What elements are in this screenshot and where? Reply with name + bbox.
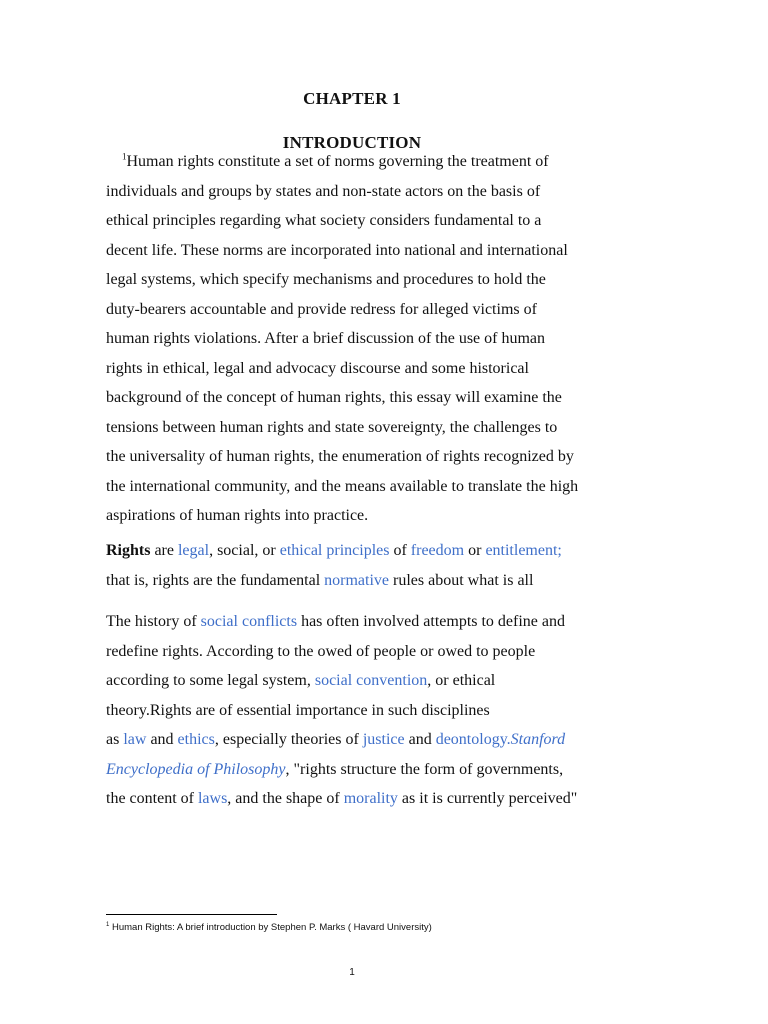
para3-line xyxy=(106,672,495,690)
text-run: of xyxy=(389,542,411,559)
footnote xyxy=(106,922,432,933)
section-heading: INTRODUCTION xyxy=(282,133,422,152)
para1-text: Human rights constitute a set of norms governing the treatment of xyxy=(126,153,549,170)
para3-line xyxy=(106,790,577,808)
text-run: as it is currently perceived" xyxy=(397,790,578,807)
para1-line: background of the concept of human rights, this essay will examine the xyxy=(106,389,562,406)
text-run: The history of xyxy=(106,613,201,630)
link-ethics[interactable]: ethics xyxy=(177,731,215,748)
para3-line xyxy=(106,761,563,779)
text-run: , "rights structure the form of governments, xyxy=(285,761,564,778)
link-ethical-principles[interactable]: ethical principles xyxy=(279,542,390,559)
chapter-heading: CHAPTER 1 xyxy=(303,89,401,108)
footnote-number: 1 xyxy=(106,921,110,928)
para3-line: theory.Rights are of essential importance in such disciplines xyxy=(106,702,490,719)
link-stanford[interactable]: Stanford xyxy=(510,731,566,748)
link-legal[interactable]: legal xyxy=(177,542,210,559)
text-run: rules about what is all xyxy=(389,572,534,589)
para1-line: legal systems, which specify mechanisms and procedures to hold the xyxy=(106,271,546,288)
link-laws[interactable]: laws xyxy=(197,790,228,807)
para1-line: rights in ethical, legal and advocacy discourse and some historical xyxy=(106,360,529,377)
footnote-reference[interactable]: 1 xyxy=(122,151,127,162)
text-run: , and the shape of xyxy=(227,790,344,807)
text-run: and xyxy=(404,731,436,748)
para3-line xyxy=(106,731,565,749)
link-justice[interactable]: justice xyxy=(362,731,405,748)
text-run: the content of xyxy=(106,790,198,807)
para1-line: the universality of human rights, the enumeration of rights recognized by xyxy=(106,448,574,465)
para1-line: duty-bearers accountable and provide redress for alleged victims of xyxy=(106,301,537,318)
text-run: as xyxy=(106,731,124,748)
link-encyclopedia-of-philosophy[interactable]: Encyclopedia of Philosophy xyxy=(106,761,286,778)
footnote-separator xyxy=(106,914,277,915)
text-run: are xyxy=(150,542,178,559)
link-entitlement[interactable]: entitlement; xyxy=(485,542,562,559)
link-social-conflicts[interactable]: social conflicts xyxy=(200,613,298,630)
text-run: according to some legal system, xyxy=(106,672,315,689)
text-run: or xyxy=(464,542,486,559)
para3-line: redefine rights. According to the owed of people or owed to people xyxy=(106,643,536,660)
para1-line: aspirations of human rights into practice. xyxy=(106,507,369,524)
para1-line: decent life. These norms are incorporated into national and international xyxy=(106,242,568,259)
text-run: , especially theories of xyxy=(214,731,363,748)
link-deontology[interactable]: deontology. xyxy=(435,731,511,748)
para1-line: individuals and groups by states and non-state actors on the basis of xyxy=(106,183,541,200)
para1-line: the international community, and the means available to translate the high xyxy=(106,478,579,495)
para3-line xyxy=(106,613,565,631)
link-freedom[interactable]: freedom xyxy=(410,542,465,559)
para2-line xyxy=(106,542,562,560)
para1-line: ethical principles regarding what society considers fundamental to a xyxy=(106,212,542,229)
footnote-text: Human Rights: A brief introduction by Stephen P. Marks ( Havard University) xyxy=(109,922,432,933)
para2-line xyxy=(106,572,533,590)
link-law[interactable]: law xyxy=(123,731,147,748)
text-run: , social, or xyxy=(209,542,280,559)
text-run: and xyxy=(146,731,178,748)
text-run: has often involved attempts to define and xyxy=(297,613,566,630)
para1-line: tensions between human rights and state sovereignty, the challenges to xyxy=(106,419,558,436)
link-normative[interactable]: normative xyxy=(324,572,390,589)
para1-line xyxy=(122,153,549,171)
text-run: that is, rights are the fundamental xyxy=(106,572,325,589)
page-number: 1 xyxy=(349,967,355,978)
para1-line: human rights violations. After a brief discussion of the use of human xyxy=(106,330,546,347)
rights-term: Rights xyxy=(106,542,151,559)
text-run: , or ethical xyxy=(427,672,496,689)
link-morality[interactable]: morality xyxy=(343,790,398,807)
link-social-convention[interactable]: social convention xyxy=(314,672,428,689)
